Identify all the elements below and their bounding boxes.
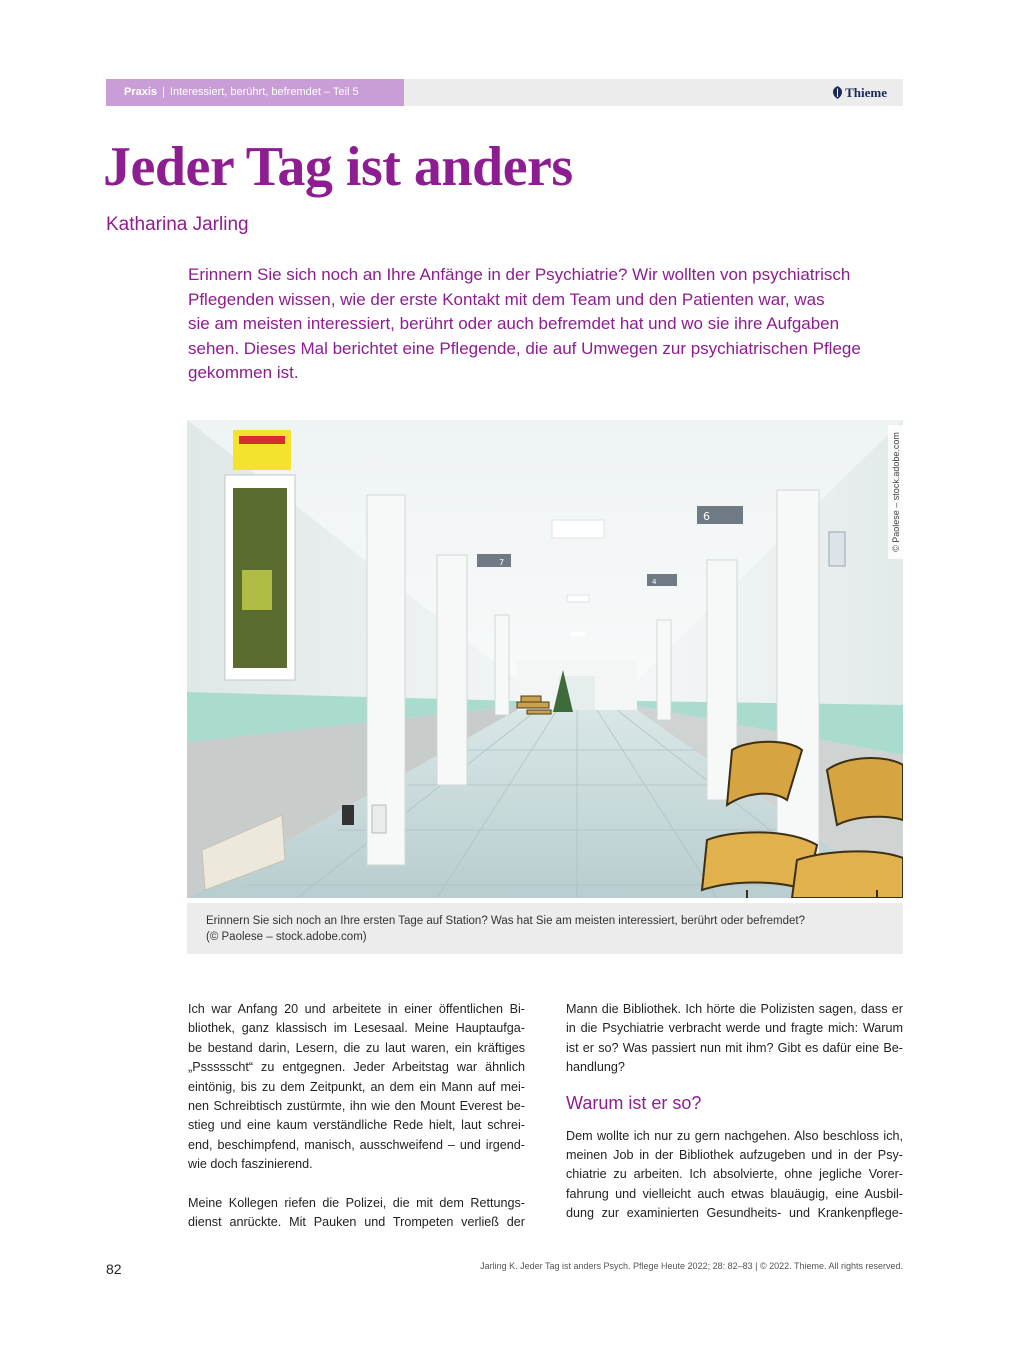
- article-title: Jeder Tag ist anders: [103, 136, 573, 198]
- body-line: stieg und eine kaum verständliche Rede hielt, laut schrei-: [188, 1118, 525, 1133]
- section-subheading: Warum ist er so?: [566, 1092, 702, 1113]
- body-line: dienst anrückte. Mit Pauken und Trompeten verließ der: [188, 1215, 525, 1230]
- section-label: Praxis: [124, 86, 158, 98]
- body-line: Ich war Anfang 20 und arbeitete in einer öffentlichen Bi-: [188, 1002, 525, 1016]
- body-line: chiatrie zu arbeiten. Ich absolvierte, ohne jegliche Vorer-: [566, 1167, 903, 1182]
- door-number: 7: [499, 558, 505, 567]
- lead-line: gekommen ist.: [188, 363, 299, 382]
- section-separator: |: [162, 86, 165, 98]
- body-line: fahrung und vielleicht auch etwas blauäugig, eine Ausbil-: [566, 1186, 903, 1201]
- caption-line: (© Paolese – stock.adobe.com): [206, 931, 367, 943]
- body-line: „Pssssscht“ zu entgegnen. Jeder Arbeitstag war ähnlich: [188, 1060, 525, 1075]
- body-line: Meine Kollegen riefen die Polizei, die mit dem Rettungs-: [188, 1195, 525, 1210]
- body-line: handlung?: [566, 1060, 625, 1075]
- body-line: ist er so? Was passiert nun mit ihm? Gibt es dafür eine Be-: [566, 1040, 903, 1055]
- hospital-corridor-photo: [187, 420, 903, 898]
- lead-line: Pflegenden wissen, wie der erste Kontakt mit dem Team und den Patienten war, was: [188, 289, 825, 309]
- body-column-left: [188, 1000, 525, 1233]
- author-name: Katharina Jarling: [106, 214, 249, 235]
- lead-paragraph: [188, 263, 888, 386]
- body-line: end, beschimpfend, manisch, ausschweifend – und irgend-: [188, 1137, 525, 1152]
- photo-credit-text: © Paolese – stock.adobe.com: [891, 432, 901, 552]
- body-line: eintönig, bis zu dem Zeitpunkt, an dem ein Mann auf mei-: [188, 1079, 525, 1094]
- page-number: 82: [106, 1261, 122, 1277]
- caption-line: Erinnern Sie sich noch an Ihre ersten Tage auf Station? Was hat Sie am meisten interessiert, berührt oder befremdet?: [206, 915, 805, 927]
- door-number: 6: [703, 510, 710, 523]
- header-bar: [106, 79, 903, 106]
- publisher-name: Thieme: [845, 85, 887, 100]
- photo-credit: [888, 425, 904, 559]
- section-tag: [106, 79, 404, 106]
- paragraph-gap: [188, 1175, 525, 1194]
- lead-line: Erinnern Sie sich noch an Ihre Anfänge in der Psychiatrie? Wir wollten von psychiatrisch: [188, 265, 851, 284]
- body-line: wie doch faszinierend.: [188, 1157, 313, 1172]
- thieme-emblem-icon: [833, 86, 842, 99]
- publisher-logo: [833, 79, 887, 106]
- body-line: bliothek, ganz klassisch im Lesesaal. Meine Hauptaufga-: [188, 1021, 525, 1036]
- figure-caption: [187, 903, 903, 954]
- body-line: meinen Job in der Bibliothek aufzugeben und in der Psy-: [566, 1147, 903, 1162]
- body-column-right: [566, 1000, 903, 1224]
- lead-line: sie am meisten interessiert, berührt oder auch befremdet hat und wo sie ihre Aufgaben: [188, 314, 840, 333]
- citation-footer: Jarling K. Jeder Tag ist anders Psych. Pflege Heute 2022; 28: 82–83 | © 2022. Thieme. All rights reserved.: [480, 1261, 903, 1271]
- series-label: Interessiert, berührt, befremdet – Teil 5: [169, 86, 359, 98]
- body-line: nen Schreibtisch zustürmte, ihn wie den Mount Everest be-: [188, 1098, 525, 1113]
- body-line: be bestand darin, Lesern, die zu laut waren, ein kräftiges: [188, 1040, 525, 1055]
- body-line: Mann die Bibliothek. Ich hörte die Polizisten sagen, dass er: [566, 1002, 903, 1016]
- body-line: dung zur examinierten Gesundheits- und Krankenpflege-: [566, 1206, 903, 1221]
- door-number: 4: [652, 578, 657, 586]
- lead-line: sehen. Dieses Mal berichtet eine Pflegende, die auf Umwegen zur psychiatrischen Pflege: [188, 338, 861, 358]
- body-line: Dem wollte ich nur zu gern nachgehen. Also beschloss ich,: [566, 1128, 903, 1143]
- body-line: in die Psychiatrie verbracht werde und fragte mich: Warum: [566, 1021, 903, 1036]
